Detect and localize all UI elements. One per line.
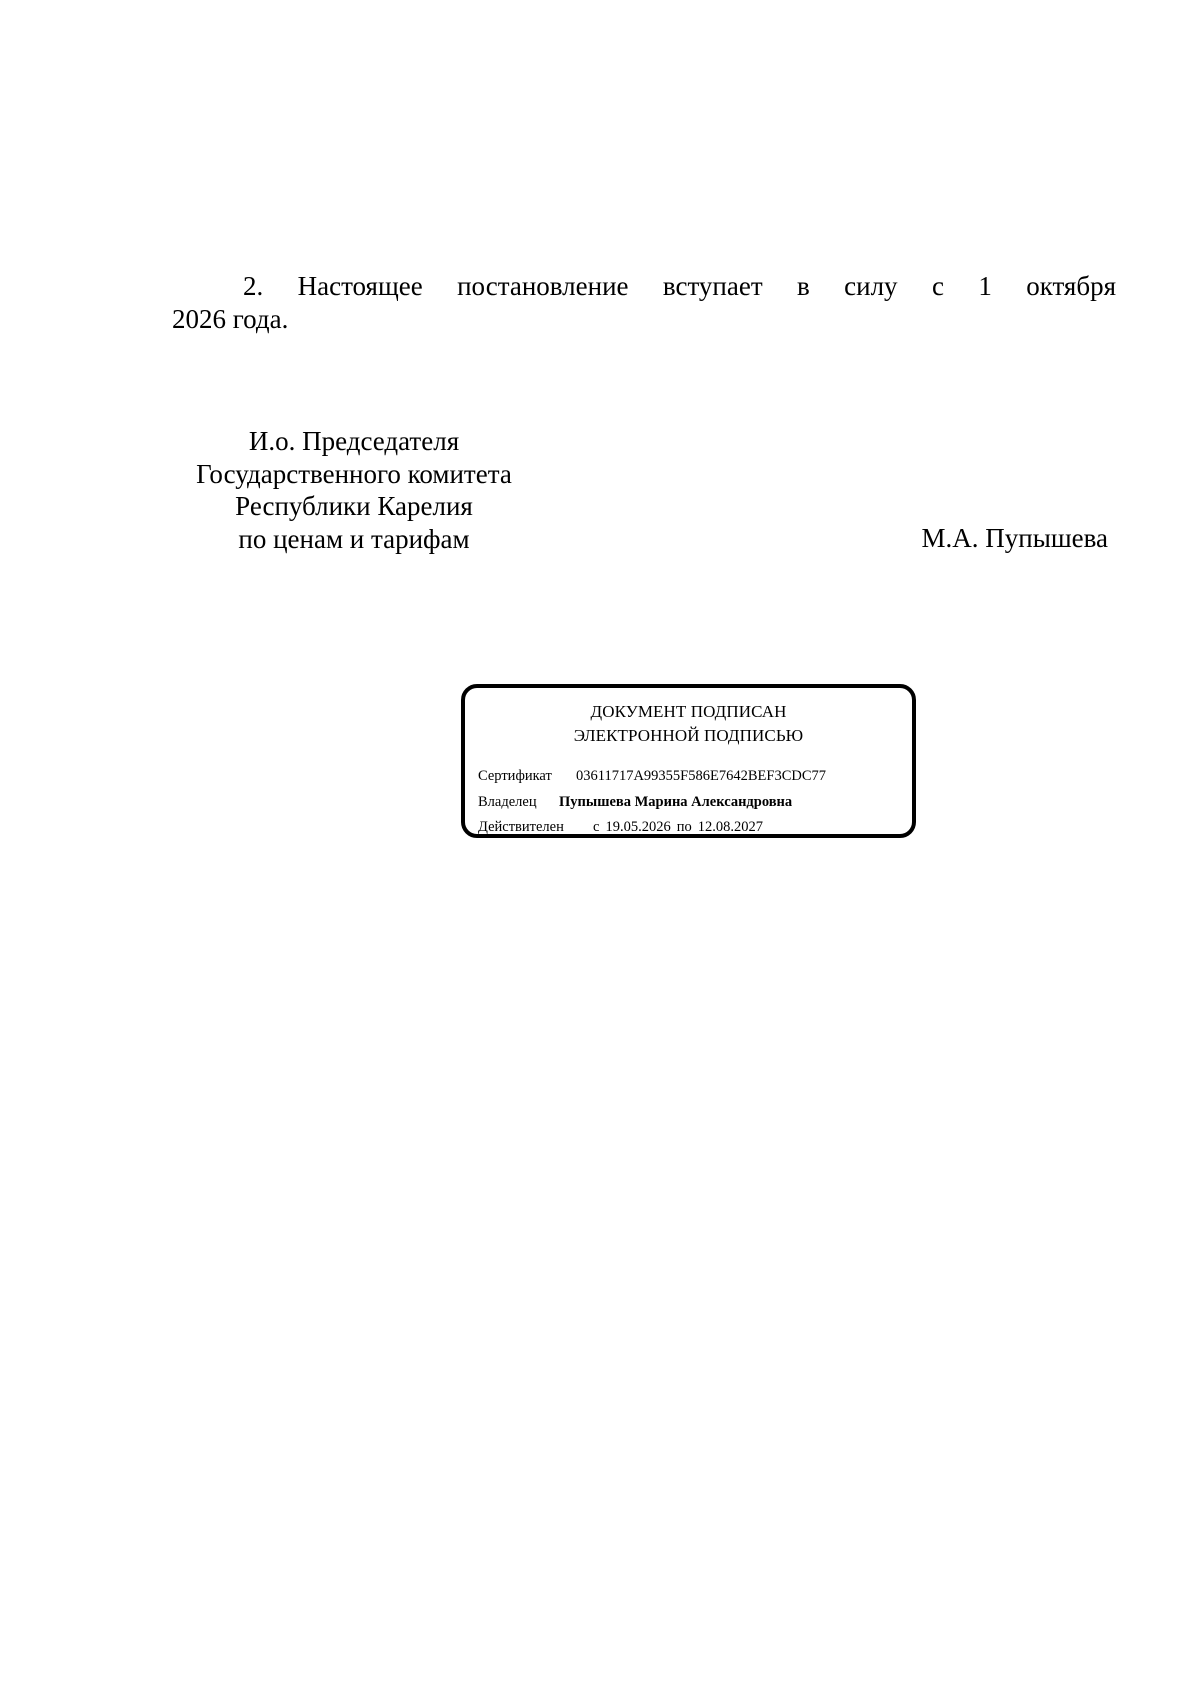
signatory-name: М.А. Пупышева	[921, 523, 1108, 553]
certificate-label: Сертификат	[478, 768, 552, 784]
paragraph-line-1: 2. Настоящее постановление вступает в силу с 1 октября	[243, 271, 1116, 301]
valid-from-date: 19.05.2026	[605, 819, 671, 835]
valid-from-prefix: с	[593, 819, 600, 835]
body-paragraph	[172, 270, 1116, 336]
position-line: Государственного комитета	[196, 458, 512, 489]
stamp-title	[465, 700, 912, 748]
owner-label: Владелец	[478, 794, 537, 810]
stamp-title-line: ДОКУМЕНТ ПОДПИСАН	[590, 702, 787, 721]
electronic-signature-stamp	[461, 684, 916, 838]
stamp-owner-row	[478, 793, 792, 811]
valid-to-prefix: по	[676, 819, 692, 835]
position-line: по ценам и тарифам	[238, 523, 470, 554]
certificate-value: 03611717A99355F586E7642BEF3CDC77	[576, 768, 827, 784]
validity-label: Действителен	[478, 819, 564, 835]
stamp-title-line: ЭЛЕКТРОННОЙ ПОДПИСЬЮ	[573, 726, 804, 745]
stamp-certificate-row	[478, 767, 826, 785]
position-line: Республики Карелия	[235, 491, 473, 521]
position-line: И.о. Председателя	[248, 426, 460, 456]
owner-value: Пупышева Марина Александровна	[559, 794, 793, 810]
signatory-position	[172, 425, 536, 555]
stamp-validity-row	[478, 818, 769, 836]
validity-value	[593, 819, 769, 835]
valid-to-date: 12.08.2027	[697, 819, 763, 835]
paragraph-line-2: 2026 года.	[172, 304, 289, 334]
